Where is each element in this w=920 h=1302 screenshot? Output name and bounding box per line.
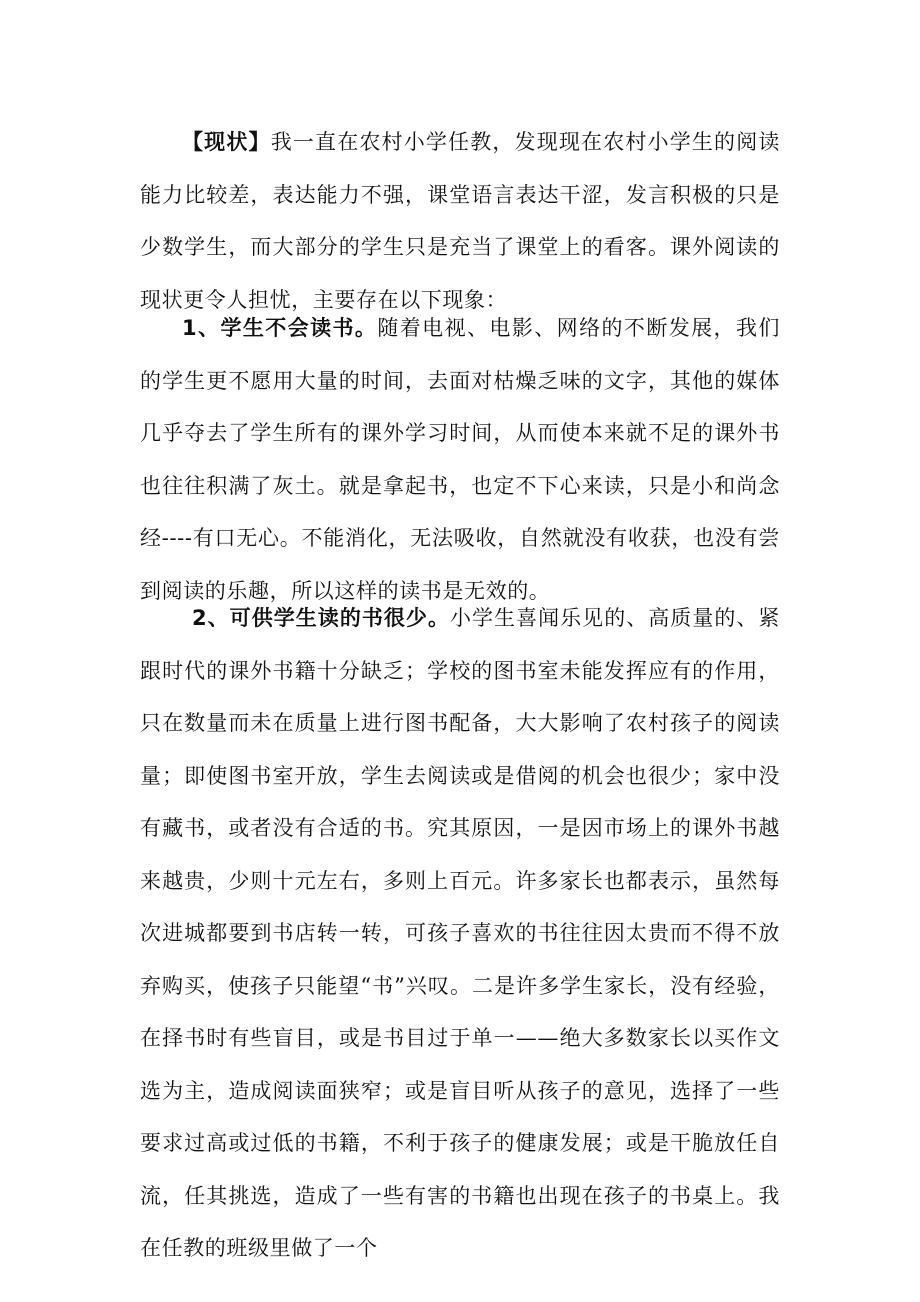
paragraph-body: 小学生喜闻乐见的、高质量的、紧跟时代的课外书籍十分缺乏；学校的图书室未能发挥应有的作用，只在数量而未在质量上进行图书配备，大大影响了农村孩子的阅读量；即使图书室开放，学生去阅读或是借阅的机会也很少；家中没有藏书，或者没有合适的书。究其原因，一是因市场上的课外书越来越贵，少则十元左右，多则上百元。许多家长也都表示，虽然每次进城都要到书店转一转，可孩子喜欢的书往往因太贵而不得不放弃购买，使孩子只能望“书”兴叹。二是许多学生家长，没有经验，在择书时有些盲目，或是书目过于单一——绝大多数家长以买作文选为主，造成阅读面狭窄；或是盲目听从孩子的意见，选择了一些要求过高或过低的书籍，不利于孩子的健康发展；或是干脆放任自流，任其挑选，造成了一些有害的书籍也出现在孩子的书桌上。我在任教的班级里做了一个 (140, 606, 781, 1260)
paragraph-heading: 【现状】 (182, 130, 271, 154)
paragraph-body: 随着电视、电影、网络的不断发展，我们的学生更不愿用大量的时间，去面对枯燥乏味的文字，其他的媒体几乎夺去了学生所有的课外学习时间，从而使本来就不足的课外书也往往积满了灰土。就是拿起书，也定不下心来读，只是小和尚念经----有口无心。不能消化，无法吸收，自然就没有收获，也没有尝到阅读的乐趣，所以这样的读书是无效的。 (140, 316, 780, 603)
paragraph-heading: 1、学生不会读书。 (182, 316, 378, 340)
paragraph-body: 我一直在农村小学任教，发现现在农村小学生的阅读能力比较差，表达能力不强，课堂语言表达干涩，发言积极的只是少数学生，而大部分的学生只是充当了课堂上的看客。课外阅读的现状更令人担忧，主要存在以下现象： (140, 130, 780, 312)
paragraph-point-2 (140, 592, 780, 1275)
paragraph-status (140, 116, 780, 326)
paragraph-heading: 2、可供学生读的书很少。 (192, 606, 450, 630)
paragraph-point-1 (140, 302, 780, 617)
